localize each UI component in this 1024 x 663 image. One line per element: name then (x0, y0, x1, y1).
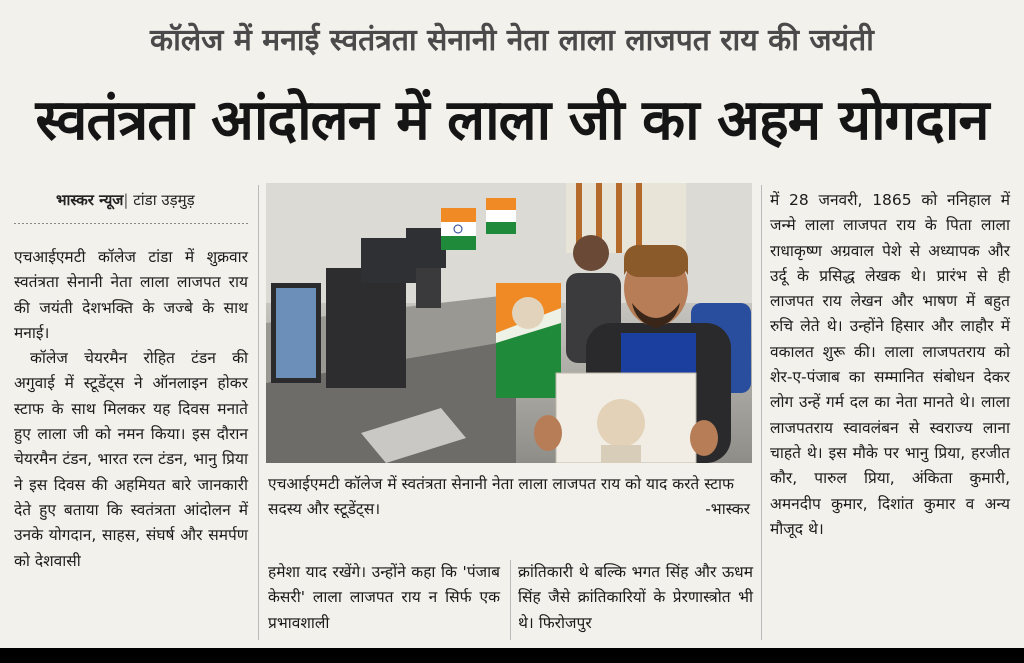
kicker-headline: कॉलेज में मनाई स्वतंत्रता सेनानी नेता लाला लाजपत राय की जयंती (150, 23, 874, 58)
dateline: भास्कर न्यूज| टांडा उड़मुड़ (56, 191, 195, 209)
column1-paragraph-1: एचआईएमटी कॉलेज टांडा में शुक्रवार स्वतंत्रता सेनानी नेता लाला लाजपत राय की जयंती देशभक्ति के जज्बे के साथ मनाई। (14, 248, 248, 342)
photo-illustration (266, 183, 752, 463)
caption-text: एचआईएमटी कॉलेज में स्वतंत्रता सेनानी नेता लाला लाजपत राय को याद करते स्टाफ सदस्य और स्टूडेंट्स। (268, 475, 735, 518)
news-photo (266, 183, 752, 463)
photo-caption (268, 472, 752, 522)
dateline-source: भास्कर न्यूज (56, 191, 124, 209)
column-divider (761, 185, 762, 640)
dateline-rule (14, 223, 248, 224)
dateline-place: टांडा उड़मुड़ (133, 191, 195, 209)
column-divider (510, 560, 511, 640)
column-divider (258, 185, 259, 640)
column1-paragraph-2: कॉलेज चेयरमैन रोहित टंडन की अगुवाई में स्टूडेंट्स ने ऑनलाइन होकर स्टाफ के साथ मिलकर यह दिवस मनाते हुए लाला जी को नमन किया। इस दौरान चेयरमैन टंडन, भारत रत्न टंडन, भानु प्रिया ने इस दिवस की अहमियत बारे जानकारी देते हुए बताया कि स्वतंत्रता आंदोलन में उनके योगदान, साहस, संघर्ष और समर्पण को देशवासी (14, 349, 248, 570)
main-headline: स्वतंत्रता आंदोलन में लाला जी का अहम योगदान (35, 88, 989, 153)
article-column-4 (770, 188, 1010, 542)
photo-credit: -भास्कर (705, 500, 750, 518)
article-column-1 (14, 245, 248, 574)
column4-text: में 28 जनवरी, 1865 को ननिहाल में जन्मे लाला लाजपत राय के पिता लाला राधाकृष्ण अग्रवाल पेशे से अध्यापक और उर्दू के प्रसिद्ध लेखक थे। प्रारंभ से ही लाजपत राय लेखन और भाषण में बहुत रुचि लेते थे। उन्होंने हिसार और लाहौर में वकालत शुरू की। लाला लाजपतराय को शेर-ए-पंजाब का सम्मानित संबोधन देकर लोग उन्हें गर्म दल का नेता मानते थे। लाला लाजपतराय स्वावलंबन से स्वराज्य लाना चाहते थे। इस मौके पर भानु प्रिया, हरजीत कौर, पारुल प्रिया, अंकिता कुमारी, अमनदीप कुमार, दिशांत कुमार व अन्य मौजूद थे। (770, 191, 1010, 538)
article-column-2: हमेशा याद रखेंगे। उन्होंने कहा कि 'पंजाब केसरी' लाला लाजपत राय न सिर्फ एक प्रभावशाली (268, 563, 500, 632)
article-column-3: क्रांतिकारी थे बल्कि भगत सिंह और ऊधम सिंह जैसे क्रांतिकारियों के प्रेरणास्त्रोत भी थे। फिरोजपुर (518, 563, 753, 632)
